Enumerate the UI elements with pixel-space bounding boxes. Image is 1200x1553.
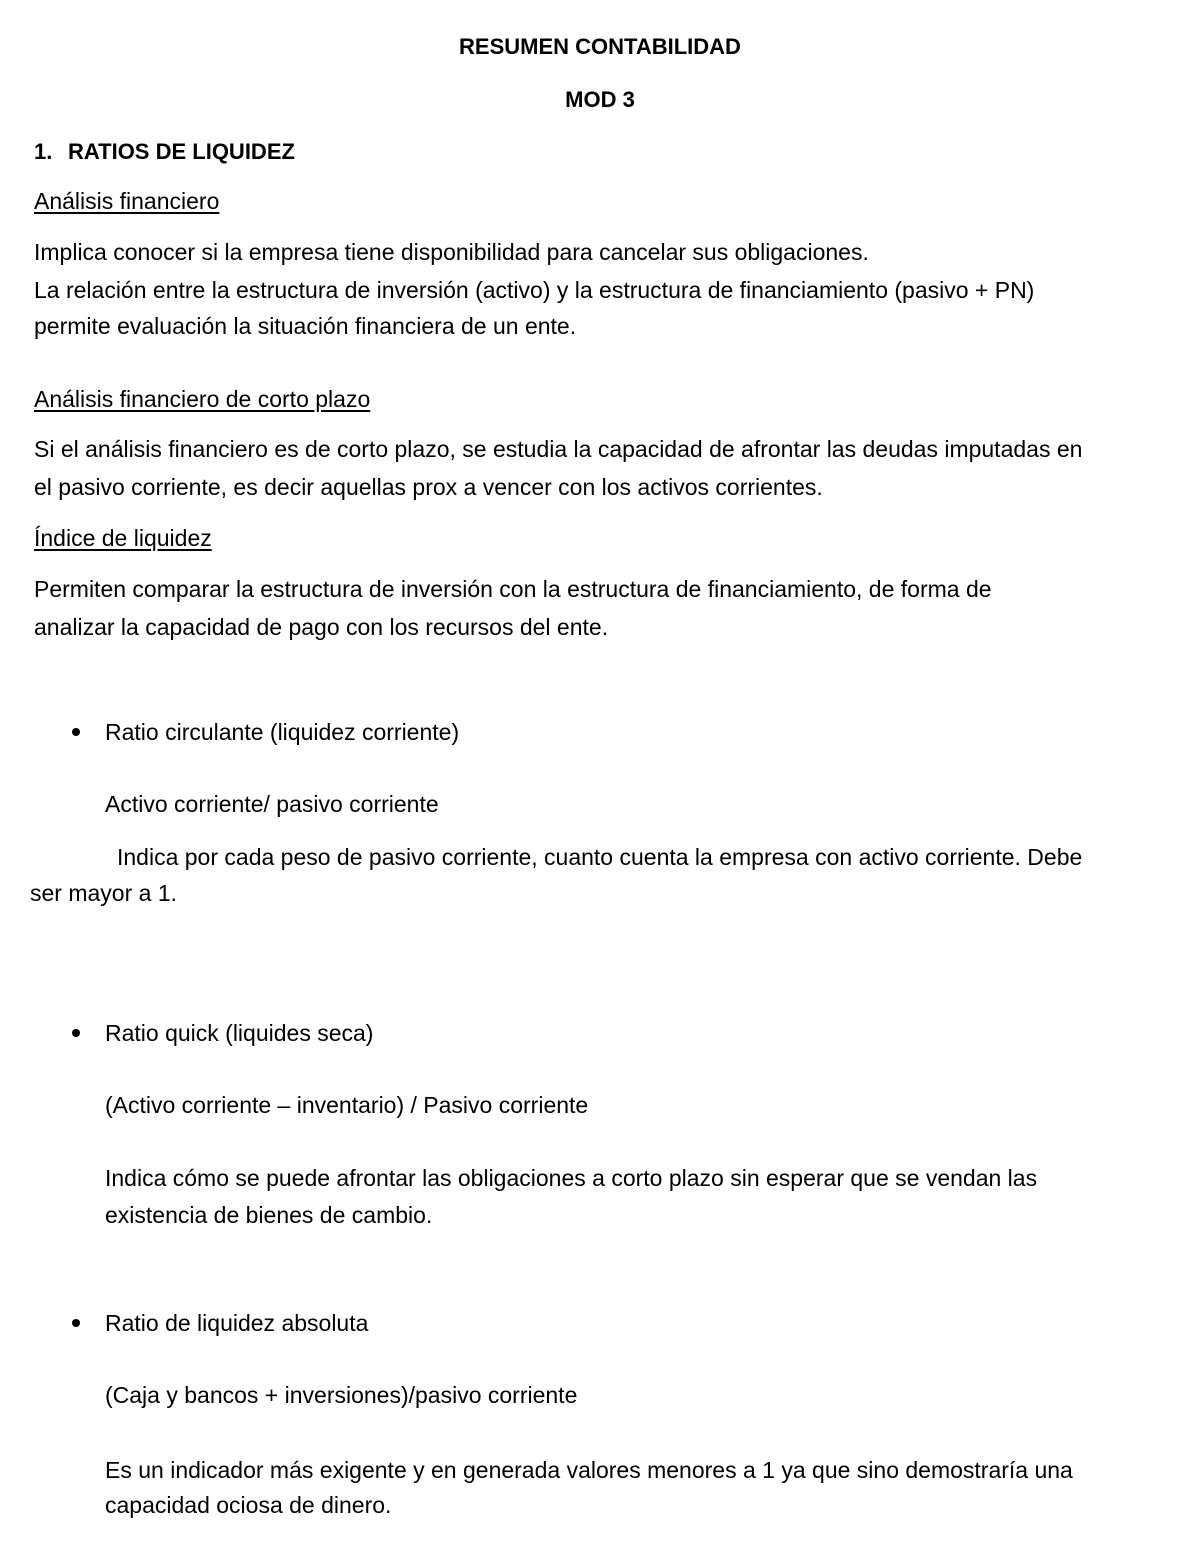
paragraph-line: La relación entre la estructura de inversión (activo) y la estructura de financiamiento (pasivo + PN) xyxy=(34,277,1035,303)
bullet-icon xyxy=(72,1319,80,1327)
section-heading: RATIOS DE LIQUIDEZ xyxy=(68,139,295,164)
section-number: 1. xyxy=(34,139,53,164)
bullet-icon xyxy=(72,1029,80,1037)
paragraph-line: Implica conocer si la empresa tiene disponibilidad para cancelar sus obligaciones. xyxy=(34,239,869,265)
ratio-description-line: existencia de bienes de cambio. xyxy=(105,1202,433,1228)
ratio-description-line: Indica cómo se puede afrontar las obligaciones a corto plazo sin esperar que se vendan las xyxy=(105,1165,1038,1191)
subheading-indice-liquidez: Índice de liquidez xyxy=(34,525,212,551)
document-subtitle: MOD 3 xyxy=(565,87,635,112)
ratio-description-line: ser mayor a 1. xyxy=(30,880,177,906)
paragraph-line: permite evaluación la situación financiera de un ente. xyxy=(34,313,577,339)
ratio-formula: (Caja y bancos + inversiones)/pasivo corriente xyxy=(105,1382,578,1408)
ratio-description-line: capacidad ociosa de dinero. xyxy=(105,1492,392,1518)
document-title: RESUMEN CONTABILIDAD xyxy=(459,34,741,59)
subheading-analisis-corto-plazo: Análisis financiero de corto plazo xyxy=(34,386,371,412)
paragraph-line: analizar la capacidad de pago con los recursos del ente. xyxy=(34,614,609,640)
ratio-name: Ratio quick (liquides seca) xyxy=(105,1020,374,1046)
ratio-formula: (Activo corriente – inventario) / Pasivo corriente xyxy=(105,1092,589,1118)
paragraph-line: Permiten comparar la estructura de inversión con la estructura de financiamiento, de forma de xyxy=(34,576,992,602)
bullet-icon xyxy=(72,728,80,736)
paragraph-line: Si el análisis financiero es de corto plazo, se estudia la capacidad de afrontar las deudas imputadas en xyxy=(34,436,1083,462)
ratio-name: Ratio circulante (liquidez corriente) xyxy=(105,719,460,745)
subheading-analisis-financiero: Análisis financiero xyxy=(34,188,220,214)
ratio-description-line: Es un indicador más exigente y en generada valores menores a 1 ya que sino demostraría una xyxy=(105,1457,1073,1483)
paragraph-line: el pasivo corriente, es decir aquellas prox a vencer con los activos corrientes. xyxy=(34,474,823,500)
ratio-name: Ratio de liquidez absoluta xyxy=(105,1310,369,1336)
ratio-description-line: Indica por cada peso de pasivo corriente, cuanto cuenta la empresa con activo corriente. Debe xyxy=(117,844,1083,870)
ratio-formula: Activo corriente/ pasivo corriente xyxy=(105,791,439,817)
